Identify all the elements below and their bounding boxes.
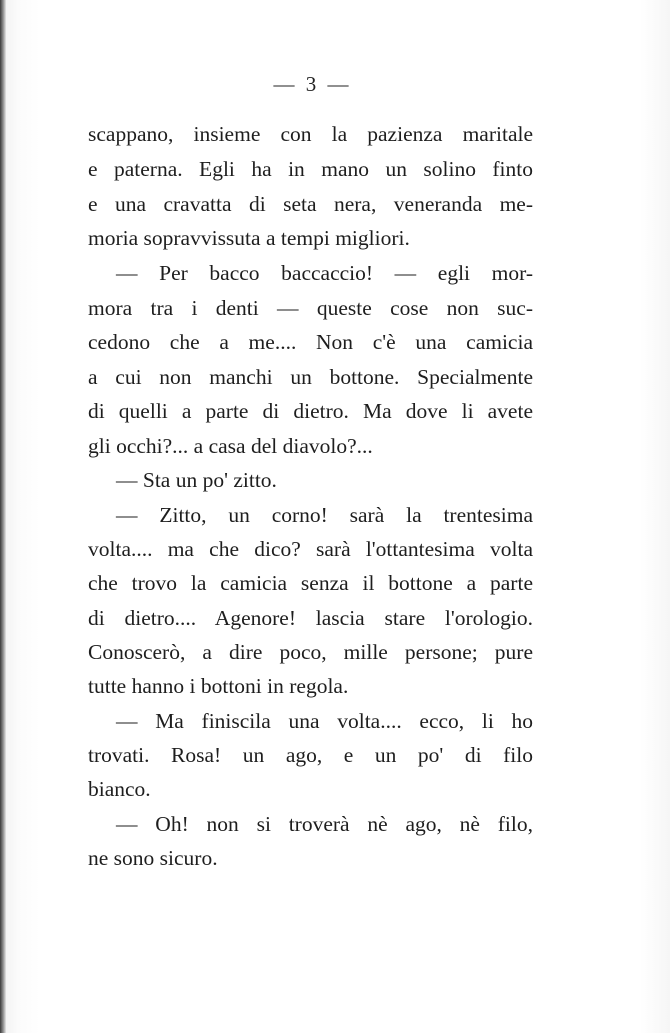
text-line: mora tra i denti — queste cose non suc- (88, 296, 533, 320)
text-line: e paterna. Egli ha in mano un solino finto (88, 157, 533, 181)
text-line: di dietro.... Agenore! lascia stare l'orologio. (88, 606, 533, 630)
text-line: scappano, insieme con la pazienza maritale (88, 122, 533, 146)
text-line: a cui non manchi un bottone. Specialmente (88, 365, 533, 389)
text-line: cedono che a me.... Non c'è una camicia (88, 330, 533, 354)
text-line: bianco. (88, 777, 151, 801)
text-line: — Ma finiscila una volta.... ecco, li ho (116, 709, 533, 733)
text-line: — Zitto, un corno! sarà la trentesima (116, 503, 533, 527)
text-line: di quelli a parte di dietro. Ma dove li avete (88, 399, 533, 423)
text-line: che trovo la camicia senza il bottone a parte (88, 571, 533, 595)
text-line: Conoscerò, a dire poco, mille persone; pure (88, 640, 533, 664)
text-line: — Oh! non si troverà nè ago, nè filo, (116, 812, 533, 836)
text-line: e una cravatta di seta nera, veneranda me- (88, 192, 533, 216)
text-line: gli occhi?... a casa del diavolo?... (88, 434, 373, 458)
text-line: moria sopravvissuta a tempi migliori. (88, 226, 410, 250)
text-line: trovati. Rosa! un ago, e un po' di filo (88, 743, 533, 767)
page-number: — 3 — (273, 72, 352, 96)
text-line: tutte hanno i bottoni in regola. (88, 674, 349, 698)
book-spine-shadow (0, 0, 6, 1033)
text-line: — Per bacco baccaccio! — egli mor- (116, 261, 533, 285)
text-line: — Sta un po' zitto. (116, 468, 277, 492)
text-line: ne sono sicuro. (88, 846, 218, 870)
text-line: volta.... ma che dico? sarà l'ottantesima volta (88, 537, 533, 561)
